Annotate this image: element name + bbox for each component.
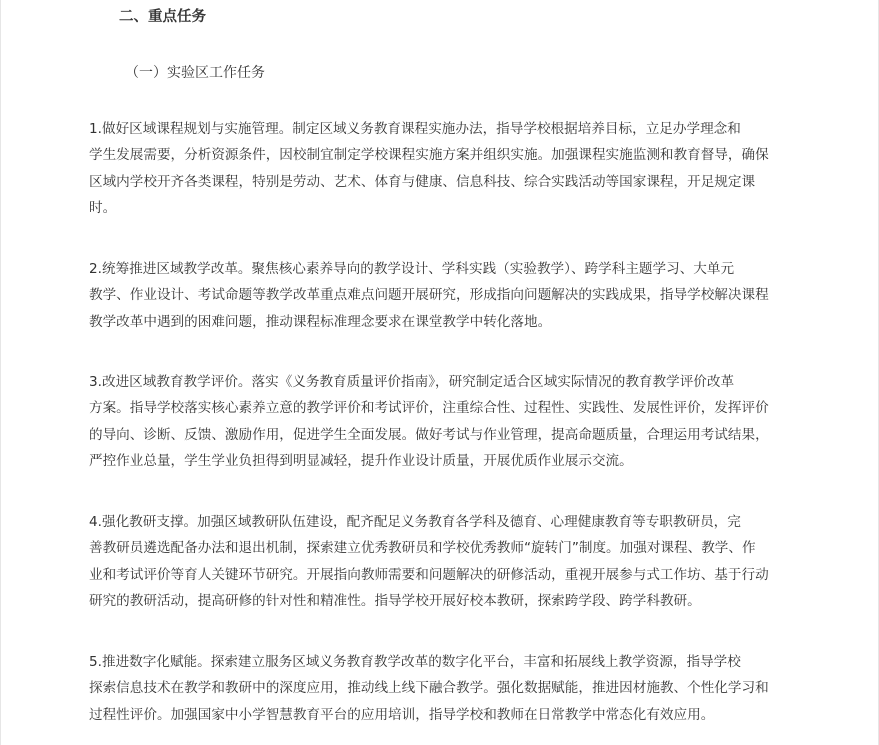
paragraph-line: 时。 xyxy=(89,200,117,217)
paragraph-line: 善教研员遴选配备办法和退出机制，探索建立优秀教研员和学校优秀教师“旋转门”制度。加强对课程、教学、作 xyxy=(89,540,756,557)
paragraph-line: 研究的教研活动，提高研修的针对性和精准性。指导学校开展好校本教研，探索跨学段、跨学科教研。 xyxy=(89,593,701,610)
paragraph-line: 的导向、诊断、反馈、激励作用，促进学生全面发展。做好考试与作业管理，提高命题质量，合理运用考试结果， xyxy=(89,426,769,443)
paragraph-teaching-reform xyxy=(89,256,797,335)
paragraph-line: 探索信息技术在教学和教研中的深度应用，推动线上线下融合教学。强化数据赋能，推进因材施教、个性化学习和 xyxy=(89,680,769,697)
paragraph-line: 教学、作业设计、考试命题等教学改革重点难点问题开展研究，形成指向问题解决的实践成果，指导学校解决课程 xyxy=(89,287,769,304)
paragraph-line: 区域内学校开齐各类课程，特别是劳动、艺术、体育与健康、信息科技、综合实践活动等国家课程，开足规定课 xyxy=(89,173,756,190)
paragraph-curriculum-planning xyxy=(89,116,797,222)
paragraph-line: 2.统筹推进区域教学改革。聚焦核心素养导向的教学设计、学科实践（实验教学）、跨学科主题学习、大单元 xyxy=(89,261,735,277)
paragraph-evaluation xyxy=(89,369,797,475)
paragraph-digital-empowerment xyxy=(89,649,797,728)
paragraph-line: 过程性评价。加强国家中小学智慧教育平台的应用培训，指导学校和教师在日常教学中常态化有效应用。 xyxy=(89,706,715,723)
paragraph-line: 学生发展需要，分析资源条件，因校制宜制定学校课程实施方案并组织实施。加强课程实施监测和教育督导，确保 xyxy=(89,147,769,164)
sub-heading: （一）实验区工作任务 xyxy=(125,65,265,81)
paragraph-line: 业和考试评价等育人关键环节研究。开展指向教师需要和问题解决的研修活动，重视开展参与式工作坊、基于行动 xyxy=(89,566,769,583)
paragraph-line: 严控作业总量，学生学业负担得到明显减轻，提升作业设计质量，开展优质作业展示交流。 xyxy=(89,453,633,470)
paragraph-line: 3.改进区域教育教学评价。落实《义务教育质量评价指南》，研究制定适合区域实际情况的教育教学评价改革 xyxy=(89,374,735,390)
paragraph-line: 1.做好区域课程规划与实施管理。制定区域义务教育课程实施办法，指导学校根据培养目标，立足办学理念和 xyxy=(89,121,741,137)
paragraph-research-support xyxy=(89,509,797,615)
paragraph-line: 5.推进数字化赋能。探索建立服务区域义务教育教学改革的数字化平台，丰富和拓展线上教学资源，指导学校 xyxy=(89,654,741,670)
paragraph-line: 教学改革中遇到的困难问题，推动课程标准理念要求在课堂教学中转化落地。 xyxy=(89,313,552,330)
paragraph-line: 方案。指导学校落实核心素养立意的教学评价和考试评价，注重综合性、过程性、实践性、发展性评价，发挥评价 xyxy=(89,400,769,417)
section-heading: 二、重点任务 xyxy=(119,9,206,25)
paragraph-line: 4.强化教研支撑。加强区域教研队伍建设，配齐配足义务教育各学科及德育、心理健康教育等专职教研员，完 xyxy=(89,514,741,530)
